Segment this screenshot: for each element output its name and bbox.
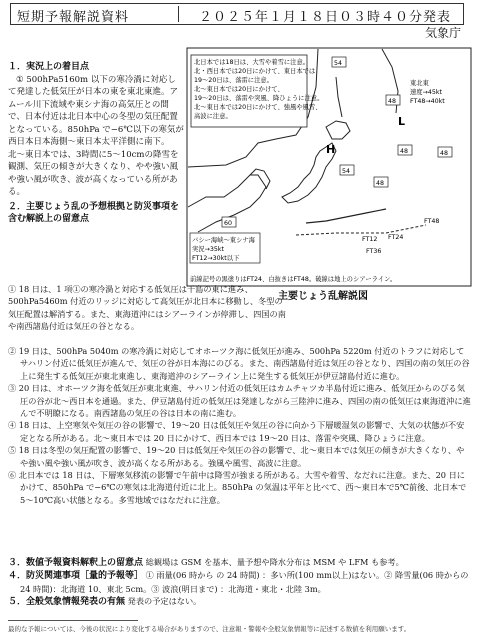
east-label-2: 速度→45kt <box>410 89 442 96</box>
footnote: 最的な予報については、今後の状況により変化する場合がありますので、注意報・警報や全般気象情報等に記述する数値を利用願います。 <box>8 625 411 633</box>
section2-heading: ２．主要じょう乱の予想根拠と防災事項を含む解説上の留意点 <box>8 201 180 224</box>
section1-heading: １．実況上の着目点 <box>8 62 90 72</box>
section2-p1: ① 18 日は、1 項①の寒冷渦と対応する低気圧は千島の東に進み、500hPa5460m 付近のリッジに対応して高気圧が北日本に移動し、冬型の気圧配置は解消する。また、東海道沖にはシアーラインが停滞し、四国の南や南西諸島付近は気圧の谷となる。 <box>8 284 286 332</box>
map-legend-line-5: 19〜20日は、落雷や突風、降ひょうに注意。 <box>194 95 324 102</box>
map-num-1: 54 <box>334 60 343 67</box>
ft-label-24: FT24 <box>388 234 404 241</box>
header-box <box>10 3 464 25</box>
section5-heading: ５．全般気象情報発表の有無 <box>8 597 126 608</box>
section2-p3: ③ 20 日は、オホーツク海を低気圧が東北東進、サハリン付近の低気圧はカムチャツカ半島付近に進み、低気圧からのびる気圧の谷が北〜西日本を通過。また、伊豆諸島付近の低気圧は発達しながら三陸沖に進み、四国の南の低気圧は東海道沖に進んで不明瞭になる。南西諸島の気圧の谷は日本の南に進む。 <box>8 383 471 419</box>
left-column <box>8 61 184 226</box>
map-svg <box>186 47 472 287</box>
ft-label-48: FT48 <box>424 218 440 225</box>
low-pressure-mark: L <box>398 115 406 128</box>
map-num-3: 48 <box>400 148 409 155</box>
map-num-4: 48 <box>440 150 449 157</box>
bashi-box-line-2: 実況→35kt <box>192 246 224 253</box>
bashi-box-line-3: FT12→30kt以下 <box>192 255 240 262</box>
map-legend-line-6: 北〜東日本では20日にかけて、強風や風雪、 <box>194 104 322 111</box>
header-divider <box>178 6 179 22</box>
section2-p2: ② 19 日は、500hPa 5040m の寒冷渦に対応してオホーツク海に低気圧が進み、500hPa 5220m 付近のトラフに対応してサハリン付近に低気圧が進んで、気圧の谷が日本海にのびる。また、南西諸島付近は気圧の谷となり、四国の南の気圧の谷上に発生する低気圧が東北東進し、東海道沖のシアーライン上に発生する低気圧が伊豆諸島付近に進む。 <box>8 346 470 381</box>
issue-date: ２０２５年１月１８日０３時４０分発表 <box>199 10 452 25</box>
map-legend-line-2: 北・西日本では20日にかけて、東日本では <box>194 68 316 75</box>
section2-p5: ⑤ 18 日は冬型の気圧配置の影響で、19〜20 日は低気圧や気圧の谷の影響で、北〜東日本では気圧の傾きが大きくなり、やや強い風や強い風が吹き、波が高くなる所がある。強風や風雪、高波に注意。 <box>8 445 465 468</box>
map-caption: 主要じょう乱解説図 <box>278 291 368 302</box>
map-legend-line-3: 19〜20日は、落雷に注意。 <box>194 77 273 84</box>
footnote-rule <box>8 620 138 621</box>
east-label-3: FT48→40kt <box>410 98 445 105</box>
ft-label-36: FT36 <box>366 248 382 255</box>
map-num-6: 60 <box>224 220 233 227</box>
section5-text: 発表の予定はない。 <box>127 596 202 607</box>
ft-label-12: FT12 <box>362 236 378 243</box>
agency-name: 気象庁 <box>424 26 461 40</box>
map-legend-line-1: 北日本では18日は、大雪や着雪に注意。 <box>194 59 310 66</box>
map-legend-line-4: 北〜東日本では20日にかけて、 <box>194 86 284 93</box>
map-legend-line-7: 高波に注意。 <box>194 113 232 120</box>
map-note: 前線記号の黒塗りはFT24、白抜きはFT48。破線は地上のシアーライン。 <box>190 276 397 283</box>
section1-text: ① 500hPa5160m 以下の寒冷渦に対応して発達した低気圧が日本の東を東北東進。アムール川下流域や東シナ海の高気圧との間で、日本付近は北日本中心の冬型の気圧配置となっている。850hPa で−6℃以下の寒気が西日本日本海側〜東日本太平洋側に南下。北〜東日本では、3時間に5〜10cmの降雪を観測、気圧の傾きが大きくなり、やや強い風や強い風が吹き、波が高くなっている所がある。 <box>8 74 184 197</box>
section2-body <box>8 283 472 333</box>
map-num-7: 48 <box>376 180 385 187</box>
map-num-5: 54 <box>342 168 351 175</box>
bashi-box-line-1: バシー海峡〜東シナ海 <box>192 237 255 244</box>
section3-heading: ３．数値予報資料解釈上の留意点 <box>8 558 144 568</box>
sections-3-5 <box>8 556 472 609</box>
east-label-1: 東北東 <box>410 80 429 87</box>
document-title: 短期予報解説資料 <box>17 10 130 25</box>
weather-map <box>186 47 472 287</box>
section4-heading: ４．防災関連事項［量的予報等］ <box>8 571 144 582</box>
high-pressure-mark: H <box>326 143 336 156</box>
section2-p6: ⑥ 北日本では 18 日は、下層寒気移流の影響で午前中は降雪が強まる所がある。大雪や着雪、なだれに注意。また、20 日にかけて、850hPa で−6℃の寒気は北海道付近に北上。850hPa の気温は平年と比べて、西〜東日本で5℃前後、北日本で5〜10℃高い状態となる。多雪地域ではなだれに注意。 <box>8 470 467 505</box>
section3-text: 総観場は GSM を基本、量予想や降水分布は MSM や LFM も参考。 <box>145 557 404 567</box>
map-num-2: 48 <box>388 98 397 105</box>
section2-p4: ④ 18 日は、上空寒気や気圧の谷の影響で、19〜20 日は低気圧や気圧の谷に向かう下層暖湿気の影響で、大気の状態が不安定となる所がある。北〜東日本では 20 日にかけて、西日本では 19〜20 日は、落雷や突風、降ひょうに注意。 <box>8 420 465 443</box>
section4-text: ① 雨量(06 時から の 24 時間) ：多い所(100 mm以上)はない。② 降雪量(06 時からの 24 時間)：北海道 10、東北 5cm。③ 波浪(明日まで) ：北海道・東北・北陸 3m。 <box>20 570 469 594</box>
section2-body-rest <box>8 345 472 506</box>
